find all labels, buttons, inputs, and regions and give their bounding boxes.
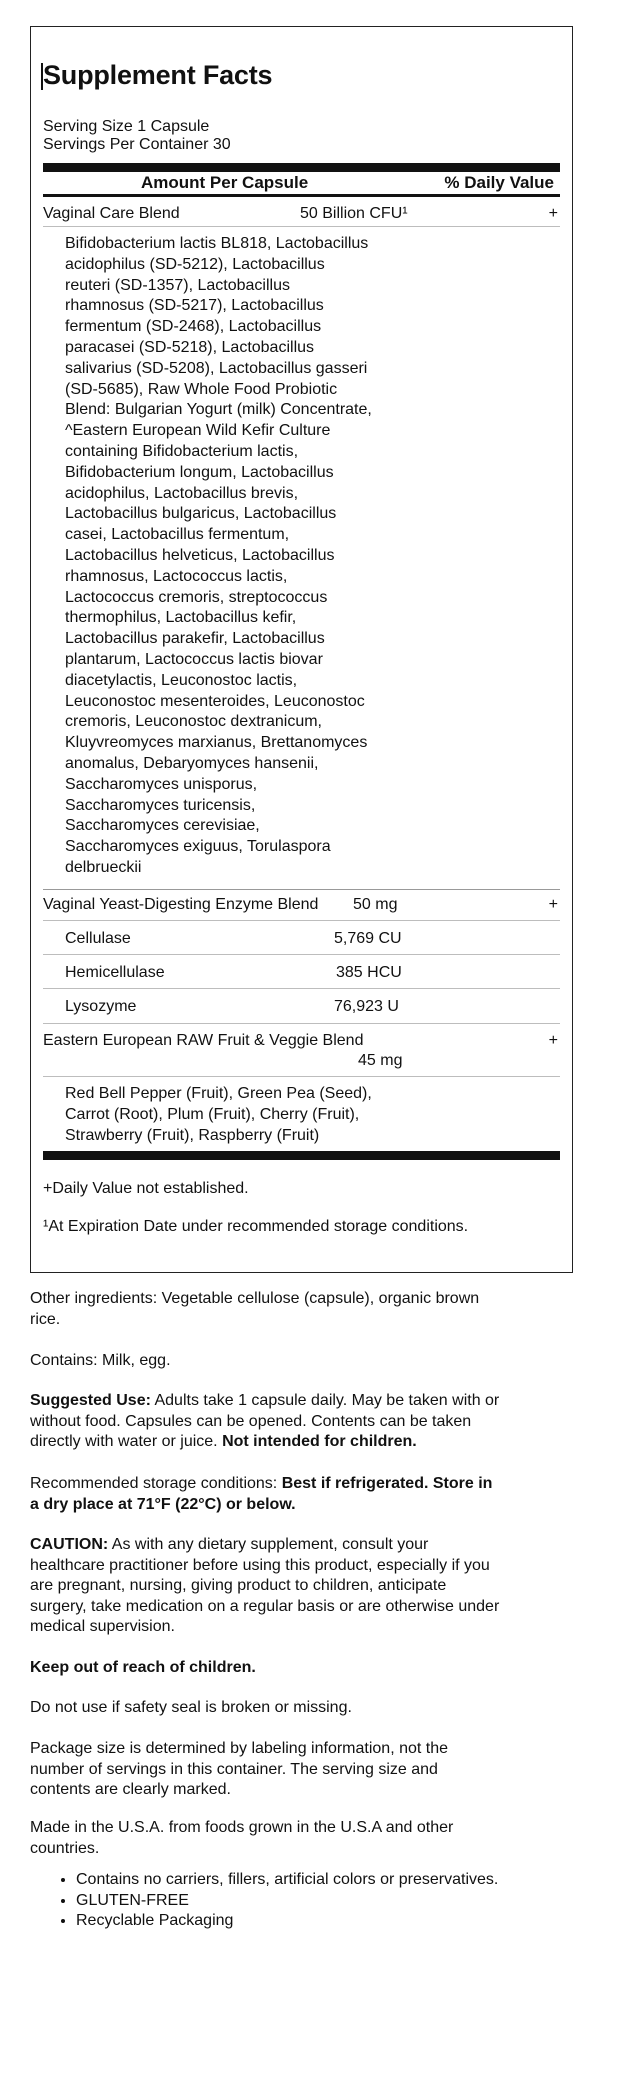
ingredient-line: paracasei (SD-5218), Lactobacillus <box>65 338 315 356</box>
ingredient-line: Saccharomyces turicensis, <box>65 796 256 814</box>
row-amount-cellulase: 5,769 CU <box>334 930 402 947</box>
ingredient-line: Carrot (Root), Plum (Fruit), Cherry (Fruit), <box>65 1105 360 1123</box>
row-amount-hemicellulase: 385 HCU <box>336 964 402 981</box>
row-name-lysozyme: Lysozyme <box>65 998 137 1015</box>
ingredient-line: rhamnosus, Lactococcus lactis, <box>65 567 288 585</box>
ingredient-line: Saccharomyces unisporus, <box>65 775 258 793</box>
header-divider <box>43 194 560 197</box>
row-amount-fruit-veggie-blend: 45 mg <box>358 1052 403 1069</box>
suggested-use: Suggested Use: Adults take 1 capsule daily. May be taken with or without food. Capsules can be opened. Contents can be taken directly with water or juice. Not intended for children. <box>30 1392 500 1451</box>
divider <box>43 920 560 921</box>
divider <box>43 226 560 227</box>
ingredient-line: Lactobacillus bulgaricus, Lactobacillus <box>65 505 337 523</box>
ingredient-line: acidophilus, Lactobacillus brevis, <box>65 484 299 502</box>
row-name-fruit-veggie-blend: Eastern European RAW Fruit & Veggie Blend <box>43 1032 364 1049</box>
fruit-veggie-ingredients-list <box>65 1084 372 1146</box>
header-daily-value: % Daily Value <box>444 173 554 192</box>
ingredient-line: Saccharomyces cerevisiae, <box>65 817 260 835</box>
ingredient-line: (SD-5685), Raw Whole Food Probiotic <box>65 380 338 398</box>
storage-conditions: Recommended storage conditions: Best if refrigerated. Store in a dry place at 71°F (22°C) or below. <box>30 1475 493 1513</box>
caution-statement: CAUTION: As with any dietary supplement, consult your healthcare practitioner before using this product, especially if you are pregnant, nursing, giving product to children, anticipate surgery, take medication on a regular basis or are otherwise under medical supervision. <box>30 1536 500 1636</box>
row-amount-vaginal-care-blend: 50 Billion CFU¹ <box>300 205 408 222</box>
footnote-daily-value: +Daily Value not established. <box>43 1180 249 1197</box>
row-amount-lysozyme: 76,923 U <box>334 998 399 1015</box>
ingredient-line: Bifidobacterium lactis BL818, Lactobacillus <box>65 235 369 252</box>
ingredient-line: Lactococcus cremoris, streptococcus <box>65 588 328 606</box>
ingredient-line: thermophilus, Lactobacillus kefir, <box>65 609 297 627</box>
row-name-cellulase: Cellulase <box>65 930 131 947</box>
divider <box>43 954 560 955</box>
servings-per-container: Servings Per Container 30 <box>43 136 231 153</box>
ingredient-line: Lactobacillus helveticus, Lactobacillus <box>65 546 335 564</box>
divider <box>43 889 560 890</box>
supplement-facts-panel <box>30 26 573 1273</box>
ingredient-line: Saccharomyces exiguus, Torulaspora <box>65 838 331 856</box>
thick-divider-bottom <box>43 1151 560 1160</box>
ingredient-line: Lactobacillus parakefir, Lactobacillus <box>65 630 325 648</box>
footnote-expiration: ¹At Expiration Date under recommended storage conditions. <box>43 1218 469 1235</box>
divider <box>43 988 560 989</box>
ingredient-line: Red Bell Pepper (Fruit), Green Pea (Seed), <box>65 1085 372 1102</box>
divider <box>43 1076 560 1077</box>
row-dv-vaginal-care-blend: + <box>548 205 558 222</box>
list-item: • GLUTEN-FREE <box>76 1891 498 1912</box>
row-name-hemicellulase: Hemicellulase <box>65 964 165 981</box>
made-in-usa: Made in the U.S.A. from foods grown in the U.S.A and other countries. <box>30 1819 454 1857</box>
list-item: • Contains no carriers, fillers, artificial colors or preservatives. <box>76 1870 498 1891</box>
ingredient-line: acidophilus (SD-5212), Lactobacillus <box>65 255 325 273</box>
other-ingredients: Other ingredients: Vegetable cellulose (capsule), organic brown rice. <box>30 1290 480 1328</box>
panel-title: Supplement Facts <box>43 60 273 90</box>
ingredient-line: Leuconostoc mesenteroides, Leuconostoc <box>65 692 365 710</box>
ingredient-line: cremoris, Leuconostoc dextranicum, <box>65 713 322 731</box>
ingredient-line: salivarius (SD-5208), Lactobacillus gasseri <box>65 359 368 377</box>
ingredient-line: delbrueckii <box>65 858 142 876</box>
row-dv-enzyme-blend: + <box>548 896 558 913</box>
ingredient-line: casei, Lactobacillus fermentum, <box>65 526 290 544</box>
divider <box>43 1023 560 1024</box>
ingredient-line: anomalus, Debaryomyces hansenii, <box>65 754 319 772</box>
ingredient-line: reuteri (SD-1357), Lactobacillus <box>65 276 290 294</box>
serving-size: Serving Size 1 Capsule <box>43 118 210 135</box>
row-dv-fruit-veggie-blend: + <box>548 1032 558 1049</box>
list-item: • Recyclable Packaging <box>76 1911 498 1932</box>
row-name-enzyme-blend: Vaginal Yeast-Digesting Enzyme Blend <box>43 896 319 913</box>
row-name-vaginal-care-blend: Vaginal Care Blend <box>43 205 180 222</box>
ingredient-line: Blend: Bulgarian Yogurt (milk) Concentrate, <box>65 401 372 419</box>
header-amount-per-capsule: Amount Per Capsule <box>141 173 309 192</box>
probiotic-ingredients-list <box>65 234 372 879</box>
ingredient-line: containing Bifidobacterium lactis, <box>65 442 299 460</box>
keep-out-of-reach: Keep out of reach of children. <box>30 1659 256 1676</box>
ingredient-line: rhamnosus (SD-5217), Lactobacillus <box>65 297 324 315</box>
row-amount-enzyme-blend: 50 mg <box>353 896 398 913</box>
product-claims-list <box>30 1870 498 1932</box>
ingredient-line: Kluyvreomyces marxianus, Brettanomyces <box>65 734 368 752</box>
safety-seal-warning: Do not use if safety seal is broken or missing. <box>30 1699 352 1716</box>
ingredient-line: diacetylactis, Leuconostoc lactis, <box>65 671 298 689</box>
package-size-note: Package size is determined by labeling information, not the number of servings in this container. The serving size and contents are clearly marked. <box>30 1740 449 1799</box>
thick-divider-top <box>43 163 560 172</box>
ingredient-line: Strawberry (Fruit), Raspberry (Fruit) <box>65 1126 320 1144</box>
allergen-contains: Contains: Milk, egg. <box>30 1352 171 1369</box>
ingredient-line: ^Eastern European Wild Kefir Culture <box>65 422 331 440</box>
ingredient-line: Bifidobacterium longum, Lactobacillus <box>65 463 334 481</box>
ingredient-line: fermentum (SD-2468), Lactobacillus <box>65 318 322 336</box>
ingredient-line: plantarum, Lactococcus lactis biovar <box>65 650 323 668</box>
